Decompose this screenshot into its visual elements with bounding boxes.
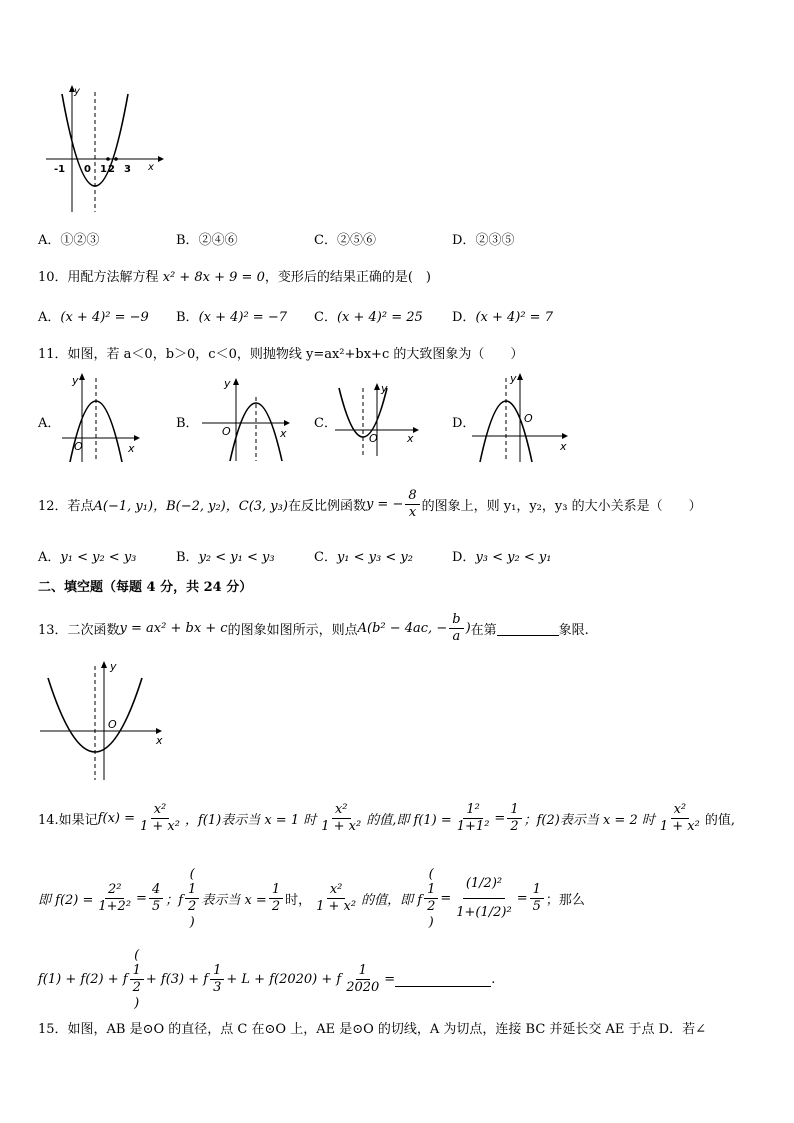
svg-text:x: x [280, 427, 287, 440]
q12-stem: 12．若点 A(−1, y₁)，B(−2, y₂)，C(3, y₃) 在反比例函数 y = − $\frac{8}{x}$ 的图象上，则 y₁，y₂，y₃ 的大小关系是（ ） [38, 487, 702, 520]
q13-stem: 13．二次函数 y = ax² + bx + c 的图象如图所示，则点 A(b² − 4ac, − $\frac{b}{a}$ ) 在第 象限. [38, 611, 589, 644]
q13-answer-blank[interactable] [497, 621, 559, 636]
q13-parabola-graph [38, 658, 168, 783]
q12-fraction: $\frac{8}{x}$ [405, 488, 419, 521]
svg-text:O: O [222, 425, 231, 438]
q12-option-d[interactable]: D．y₃ < y₂ < y₁ [452, 550, 552, 565]
q12-option-a[interactable]: A．y₁ < y₂ < y₃ [38, 550, 137, 565]
q9-option-a[interactable]: A．①②③ [38, 233, 100, 248]
q12-option-b[interactable]: B．y₂ < y₁ < y₃ [176, 550, 275, 565]
tick-2: 2 [108, 164, 115, 175]
svg-text:y: y [72, 374, 79, 387]
q11-option-c-graph[interactable] [333, 380, 425, 458]
tick-3: 3 [124, 164, 131, 175]
q9-option-b[interactable]: B．②④⑥ [176, 233, 238, 248]
q10-option-b[interactable]: B．(x + 4)² = −7 [176, 310, 287, 325]
svg-text:y: y [381, 382, 388, 395]
q10-option-a[interactable]: A．(x + 4)² = −9 [38, 310, 149, 325]
svg-text:y: y [110, 660, 117, 673]
svg-text:x: x [560, 440, 567, 453]
tick-neg1: -1 [54, 164, 66, 175]
q12-option-c[interactable]: C．y₁ < y₃ < y₂ [314, 550, 413, 565]
q11-option-d-graph[interactable] [470, 370, 575, 465]
svg-text:O: O [369, 432, 378, 445]
section-title: 二、填空题（每题 4 分，共 24 分） [38, 580, 253, 595]
q15-stem: 15．如图，AB 是⊙O 的直径，点 C 在⊙O 上，AE 是⊙O 的切线，A 为切点，连接 BC 并延长交 AE 于点 D．若∠ [38, 1022, 707, 1037]
svg-text:x: x [156, 734, 163, 747]
q11-option-a-label[interactable]: A． [38, 416, 61, 431]
y-label: y [74, 86, 80, 97]
q10-option-d[interactable]: D．(x + 4)² = 7 [452, 310, 553, 325]
q14-line2: 即 f(2) = $\frac{\text{2²}}{\text{1+2²}}$ = $\frac{4}{5}$ ；f ( 1 2 ) 表示当 x = $\frac{1}{2}$ 时， $\frac{\text{x²}}{\text{1 + x²}}$ 的值，即 f ( 1 2 ) = $\frac{\text{(1/2)²}}{\text{1+(1/2)²}}$ = $\frac{1}{5}$ ；那么 [38, 866, 585, 930]
q14-answer-blank[interactable] [395, 972, 491, 987]
svg-text:x: x [128, 442, 135, 455]
q11-option-b-graph[interactable] [200, 375, 292, 463]
q10-option-c[interactable]: C．(x + 4)² = 25 [314, 310, 423, 325]
x-axis-arrow [158, 156, 164, 162]
q11-option-c-label[interactable]: C． [314, 416, 337, 431]
q10-stem: 10．用配方法解方程 x² + 8x + 9 = 0，变形后的结果正确的是( ) [38, 270, 432, 285]
svg-text:O: O [74, 440, 83, 453]
tick-1: 1 [100, 164, 107, 175]
tick-0: 0 [84, 164, 91, 175]
q11-stem: 11．如图，若 a＜0，b＞0，c＜0，则抛物线 y=ax²+bx+c 的大致图象为（ ） [38, 347, 524, 362]
q14-line1: 14.如果记 f(x) = $\frac{\text{x²}}{\text{1 + x²}}$ ，f(1)表示当 x = 1 时 $\frac{\text{x²}}{\text{1 + x²}}$ 的值,即 f(1) = $\frac{\text{1²}}{\text{1+1²}}$ = $\frac{1}{2}$ ；f(2)表示当 x = 2 时 $\frac{\text{x²}}{\text{1 + x²}}$ 的值, [38, 801, 735, 834]
svg-text:O: O [524, 412, 533, 425]
q9-option-d[interactable]: D．②③⑤ [452, 233, 515, 248]
q9-parabola-graph [40, 82, 165, 217]
svg-text:y: y [224, 377, 231, 390]
x-label: x [148, 162, 154, 173]
q14-line3: f(1) + f(2) + f ( 1 2 ) + f(3) + f $\frac{1}{3}$ + L + f(2020) + f $\frac{1}{2020}$ = . [38, 947, 496, 1011]
svg-text:x: x [407, 432, 414, 445]
q11-option-a-graph[interactable] [60, 370, 140, 465]
svg-text:O: O [108, 718, 117, 731]
q11-option-d-label[interactable]: D． [452, 416, 476, 431]
q11-option-b-label[interactable]: B． [176, 416, 199, 431]
q9-option-c[interactable]: C．②⑤⑥ [314, 233, 376, 248]
svg-text:y: y [510, 372, 517, 385]
